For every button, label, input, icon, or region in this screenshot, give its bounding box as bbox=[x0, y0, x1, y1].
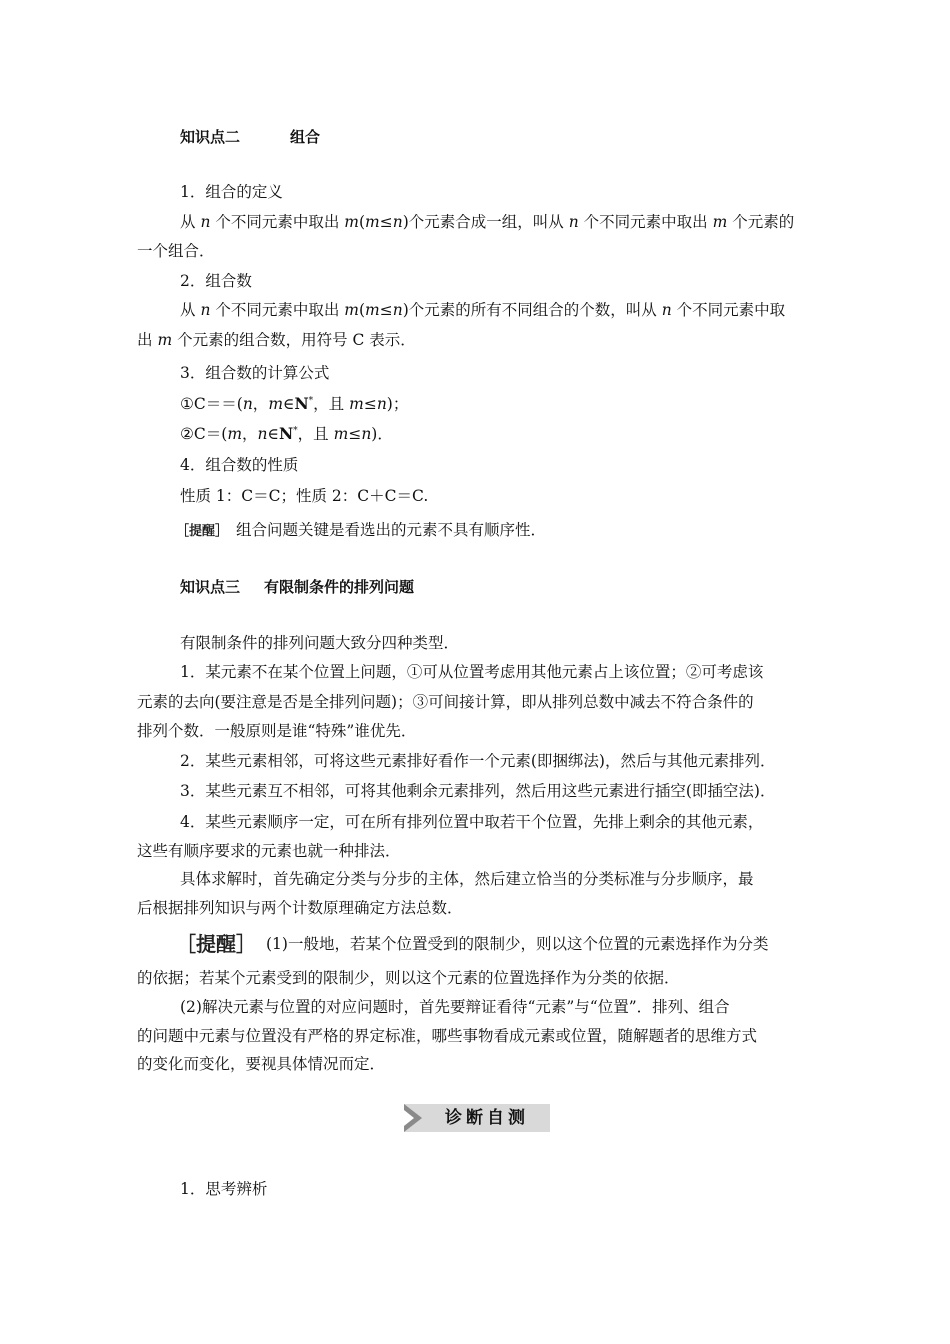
properties-text: 性质 1：C＝C；性质 2：C＋C＝C. bbox=[180, 487, 429, 505]
tip3-line1: (2)解决元素与位置的对应问题时，首先要辩证看待“元素”与“位置”．排列、组合 bbox=[180, 998, 730, 1016]
tip3-line2: 的问题中元素与位置没有严格的界定标准，哪些事物看成元素或位置，随解题者的思维方式 bbox=[137, 1027, 758, 1045]
section3-intro: 有限制条件的排列问题大致分四种类型． bbox=[180, 634, 460, 652]
type3-text: 3．某些元素互不相邻，可将其他剩余元素排列，然后用这些元素进行插空(即插空法)． bbox=[180, 782, 776, 800]
question-1-heading: 1．思考辨析 bbox=[180, 1180, 268, 1198]
combination-definition-text: 从 n 个不同元素中取出 m(m≤n)个元素合成一组，叫从 n 个不同元素中取出 m 个元素的 bbox=[180, 213, 795, 231]
formula-1: ①C＝＝(n，m∈N*，且 m≤n)； bbox=[180, 394, 409, 413]
section2-heading bbox=[180, 126, 816, 148]
tip2-line1: (1)一般地，若某个位置受到的限制少，则以这个位置的元素选择作为分类 bbox=[266, 935, 769, 953]
tip-box-1 bbox=[176, 519, 856, 543]
tip3-line3: 的变化而变化，要视具体情况而定． bbox=[137, 1055, 386, 1073]
formula-2: ②C＝(m，n∈N*，且 m≤n)． bbox=[180, 424, 393, 443]
section3-heading bbox=[180, 576, 816, 598]
type1-line2: 元素的去向(要注意是否是全排列问题)；③可间接计算，即从排列总数中减去不符合条件的 bbox=[137, 693, 754, 711]
section3-title: 有限制条件的排列问题 bbox=[264, 578, 415, 596]
summary-line1: 具体求解时，首先确定分类与分步的主体，然后建立恰当的分类标准与分步顺序，最 bbox=[180, 870, 754, 888]
tip2-line2: 的依据；若某个元素受到的限制少，则以这个元素的位置选择作为分类的依据． bbox=[137, 969, 680, 987]
combination-number-text-cont: 出 m 个元素的组合数，用符号 C 表示． bbox=[137, 331, 416, 349]
summary-line2: 后根据排列知识与两个计数原理确定方法总数． bbox=[137, 899, 463, 917]
section2-label: 知识点二 bbox=[180, 128, 241, 146]
diagnostic-banner-title: 诊断自测 bbox=[445, 1108, 529, 1128]
tip-label-large: ［提醒］ bbox=[176, 932, 256, 956]
tip-label: ［提醒］ bbox=[176, 524, 229, 539]
formula-heading: 3．组合数的计算公式 bbox=[180, 364, 330, 382]
section3-label: 知识点三 bbox=[180, 578, 241, 596]
combination-definition-text-cont: 一个组合． bbox=[137, 242, 215, 260]
combination-number-text: 从 n 个不同元素中取出 m(m≤n)个元素的所有不同组合的个数，叫从 n 个不同元素中取 bbox=[180, 301, 786, 319]
type4-line1: 4．某些元素顺序一定，可在所有排列位置中取若干个位置，先排上剩余的其他元素， bbox=[180, 813, 764, 831]
type4-line2: 这些有顺序要求的元素也就一种排法． bbox=[137, 842, 401, 860]
combination-number-heading: 2．组合数 bbox=[180, 272, 252, 290]
tip-text: 组合问题关键是看选出的元素不具有顺序性． bbox=[236, 521, 547, 539]
combination-definition-heading: 1．组合的定义 bbox=[180, 183, 283, 201]
properties-heading: 4．组合数的性质 bbox=[180, 456, 299, 474]
type1-line1: 1．某元素不在某个位置上问题，①可从位置考虑用其他元素占上该位置；②可考虑该 bbox=[180, 663, 764, 681]
type1-line3: 排列个数．一般原则是谁“特殊”谁优先． bbox=[137, 722, 417, 740]
tip-box-2 bbox=[176, 933, 856, 955]
section2-title: 组合 bbox=[290, 128, 321, 146]
type2-text: 2．某些元素相邻，可将这些元素排好看作一个元素(即捆绑法)，然后与其他元素排列． bbox=[180, 752, 776, 770]
banner-arrow-notch bbox=[404, 1110, 414, 1126]
